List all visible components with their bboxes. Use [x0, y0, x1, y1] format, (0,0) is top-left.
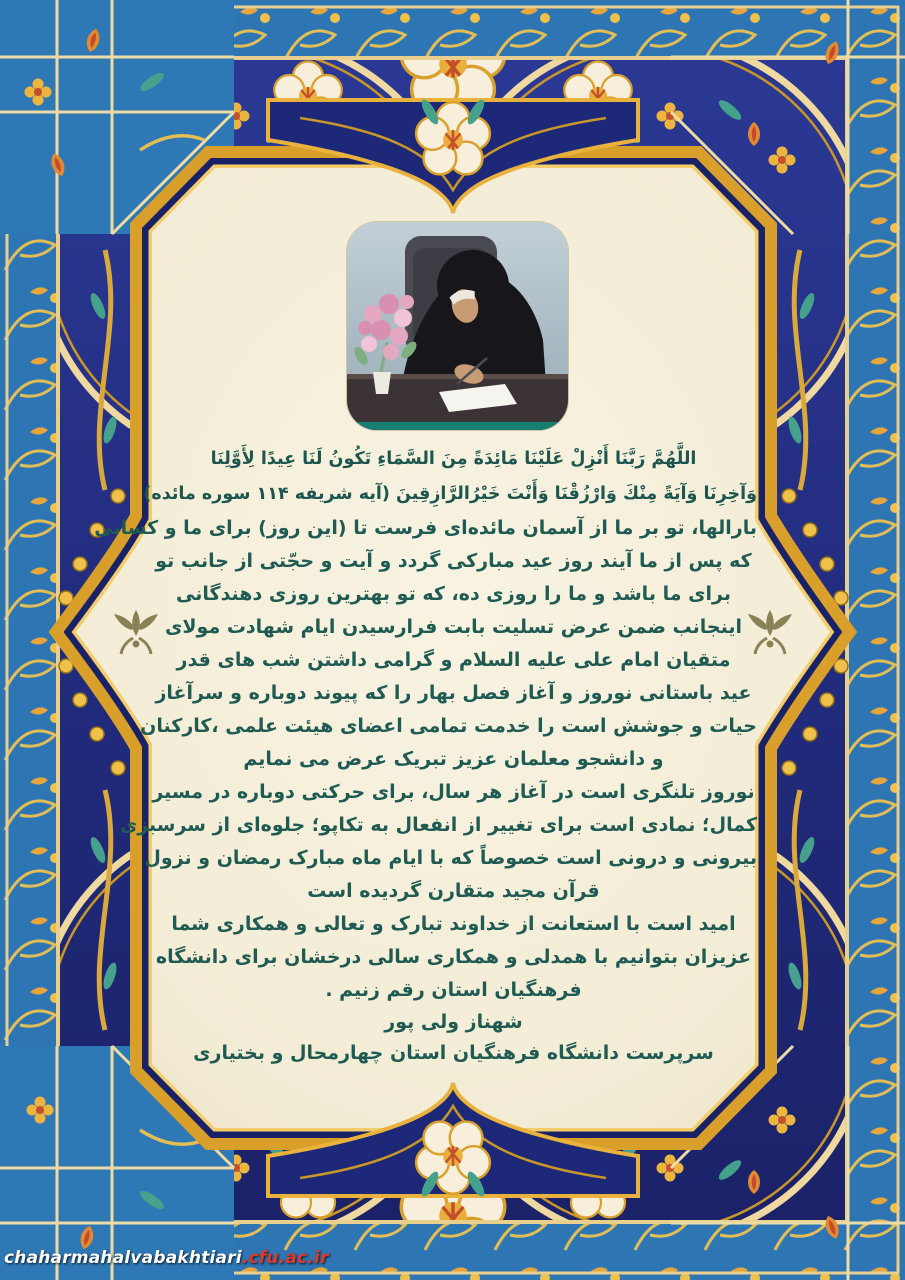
watermark-url — [4, 1248, 329, 1268]
message-line: حیات و جوشش است را خدمت تمامی اعضای هیئت علمی ،کارکنان — [140, 715, 757, 737]
message-line: امید است با استعانت از خداوند تبارک و تعالی و همکاری شما — [171, 913, 736, 935]
message-line: فرهنگیان استان رقم زنیم . — [325, 979, 582, 1001]
watermark-domain: .cfu.ac.ir — [241, 1248, 329, 1268]
message-line: عزیزان بتوانیم با همدلی و همکاری سالی درخشان برای دانشگاه — [155, 946, 752, 968]
signature-title: سرپرست دانشگاه فرهنگیان استان چهارمحال و بختیاری — [193, 1042, 714, 1064]
official-portrait-photo — [347, 222, 568, 430]
photo-bottom-strip — [347, 422, 568, 430]
message-line: که پس از ما آیند روز عید مبارکی گردد و آیت و حجّتی از جانب تو — [155, 550, 752, 572]
message-line: کمال؛ نمادی است برای تغییر از انفعال به تکاپو؛ جلوه‌ای از سرسبزی — [119, 814, 757, 836]
message-line: متقیان امام علی علیه السلام و گرامی داشتن شب های قدر — [176, 649, 731, 671]
message-line: اینجانب ضمن عرض تسلیت بابت فرارسیدن ایام شهادت مولای — [164, 616, 743, 638]
message-body — [94, 512, 757, 1007]
verse-line: اللَّهُمَّ رَبَّنَا أَنْزِلْ عَلَيْنَا مَائِدَةً مِنَ السَّمَاءِ تَكُونُ لَنَا عِيدًا لِأَوَّلِنَا — [210, 449, 697, 469]
message-line: قرآن مجید متقارن گردیده است — [307, 880, 600, 902]
greeting-text-block — [94, 442, 757, 1069]
quran-verse — [143, 442, 757, 512]
message-line: و دانشجو معلمان عزیز تبریک عرض می نمایم — [243, 748, 664, 770]
message-line: برای ما باشد و ما را روزی ده، که تو بهترین روزی دهندگانی — [176, 583, 731, 605]
verse-line: وَآخِرِنَا وَآيَةً مِنْكَ وَارْزُقْنَا وَأَنْتَ خَيْرُالرَّازِقِينَ (آیه شریفه ۱۱۴ سوره مائده) — [143, 484, 757, 504]
message-line: بیرونی و درونی است خصوصاً که با ایام ماه مبارک رمضان و نزول — [144, 847, 757, 869]
message-line: نوروز تلنگری است در آغاز هر سال، برای حرکتی دوباره در مسیر — [152, 781, 755, 803]
signature-block — [150, 1007, 757, 1069]
message-line: بارالها، تو بر ما از آسمان مائده‌ای فرست تا (این روز) برای ما و کسانی — [94, 517, 757, 539]
signature-name: شهناز ولی پور — [384, 1011, 523, 1033]
message-line: عید باستانی نوروز و آغاز فصل بهار را که پیوند دوباره و سرآغاز — [155, 682, 752, 704]
portrait-scene — [347, 222, 568, 430]
watermark-site: chaharmahalvabakhtiari — [4, 1248, 242, 1268]
